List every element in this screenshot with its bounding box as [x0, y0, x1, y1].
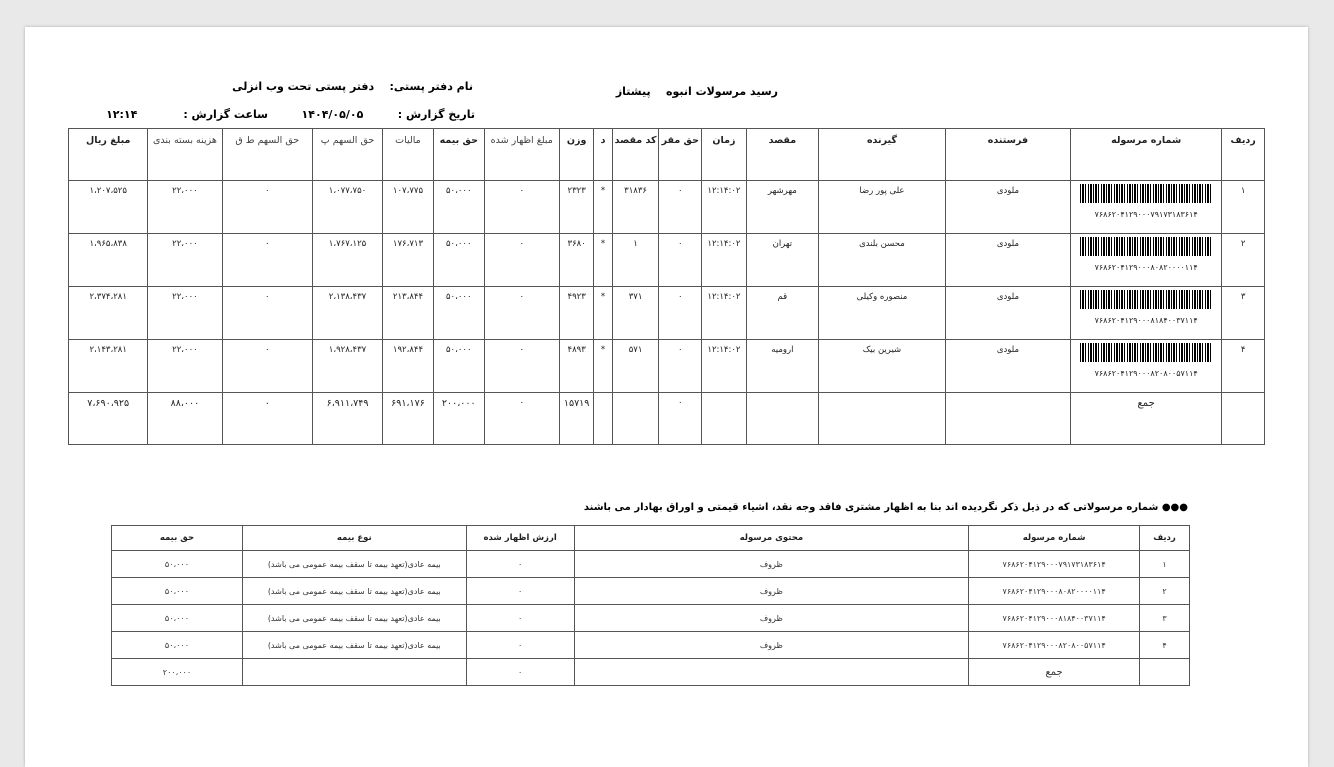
cell-weight: ۴۸۹۳	[559, 340, 594, 393]
ins-total-label: جمع	[969, 659, 1140, 686]
shipment-number: ۷۶۸۶۲۰۴۱۲۹۰۰۰۸۱۸۴۰۰۳۷۱۱۴	[1094, 316, 1198, 325]
cell-haq-maqar: ۰	[659, 234, 702, 287]
ins-cell-declared-value: ۰	[466, 551, 574, 578]
ins-cell-insurance-type: بیمه عادی(تعهد بیمه تا سقف بیمه عمومی می باشد)	[242, 551, 466, 578]
ins-cell-content: ظروف	[574, 632, 969, 659]
cell-receiver: علی پور رضا	[818, 181, 945, 234]
col-radif: ردیف	[1222, 129, 1265, 181]
table-header-row	[69, 129, 1265, 181]
table-row	[112, 605, 1190, 632]
cell-insurance-fee: ۵۰،۰۰۰	[433, 340, 484, 393]
table-row	[112, 551, 1190, 578]
cell-receiver: شیرین بیک	[818, 340, 945, 393]
cell-dest-code: ۵۷۱	[612, 340, 659, 393]
insurance-total-row	[112, 659, 1190, 686]
col-packaging: هزینه بسته بندی	[148, 129, 222, 181]
col-destination: مقصد	[746, 129, 818, 181]
col-tax: مالیات	[383, 129, 434, 181]
cell-declared-amount: ۰	[484, 340, 559, 393]
time-line	[106, 108, 268, 121]
cell-packaging: ۲۲،۰۰۰	[148, 287, 222, 340]
cell-declared-amount: ۰	[484, 181, 559, 234]
col-amount-rial: مبلغ ریال	[69, 129, 148, 181]
cell-empty	[945, 393, 1070, 445]
col-time: زمان	[702, 129, 747, 181]
cell-empty	[574, 659, 969, 686]
ins-col-radif: ردیف	[1140, 526, 1190, 551]
cell-insurance-fee: ۵۰،۰۰۰	[433, 181, 484, 234]
ins-cell-content: ظروف	[574, 578, 969, 605]
ins-cell-insurance-type: بیمه عادی(تعهد بیمه تا سقف بیمه عمومی می باشد)	[242, 632, 466, 659]
ins-total-insurance-fee: ۲۰۰،۰۰۰	[112, 659, 243, 686]
cell-sender: ملودی	[945, 340, 1070, 393]
date-value: ۱۴۰۴/۰۵/۰۵	[301, 108, 364, 121]
ins-cell-shipment-no: ۷۶۸۶۲۰۴۱۲۹۰۰۰۸۰۸۲۰۰۰۰۱۱۴	[969, 578, 1140, 605]
total-label: جمع	[1070, 393, 1221, 445]
ins-col-content: محتوی مرسوله	[574, 526, 969, 551]
cell-packaging: ۲۲،۰۰۰	[148, 234, 222, 287]
cell-amount-rial: ۲،۱۴۳،۲۸۱	[69, 340, 148, 393]
cell-shipment	[1070, 181, 1221, 234]
receipt-title: رسید مرسولات انبوه	[665, 85, 778, 98]
cell-sender: ملودی	[945, 234, 1070, 287]
cell-destination: ارومیه	[746, 340, 818, 393]
cell-haq-p: ۲،۱۳۸،۴۳۷	[312, 287, 382, 340]
cell-haq-tq: ۰	[222, 340, 312, 393]
valuables-note: ●●● شماره مرسولاتی که در ذیل ذکر نگردیده اند بنا به اظهار مشتری فاقد وجه نقد، اشیاء قیمتی و اوراق بهادار می باشند	[583, 502, 1188, 513]
table-row	[69, 287, 1265, 340]
cell-empty	[746, 393, 818, 445]
cell-receiver: محسن بلندی	[818, 234, 945, 287]
cell-time: ۱۲:۱۴:۰۲	[702, 234, 747, 287]
shipment-number: ۷۶۸۶۲۰۴۱۲۹۰۰۰۸۰۸۲۰۰۰۰۱۱۴	[1094, 263, 1198, 272]
ins-col-declared-value: ارزش اظهار شده	[466, 526, 574, 551]
col-receiver: گیرنده	[818, 129, 945, 181]
col-weight: وزن	[559, 129, 594, 181]
barcode-image	[1080, 290, 1212, 309]
cell-amount-rial: ۱،۲۰۷،۵۲۵	[69, 181, 148, 234]
cell-shipment	[1070, 340, 1221, 393]
cell-shipment	[1070, 234, 1221, 287]
col-d: د	[594, 129, 612, 181]
date-label: تاریخ گزارش :	[397, 108, 475, 121]
ins-cell-declared-value: ۰	[466, 632, 574, 659]
cell-empty	[702, 393, 747, 445]
ins-cell-radif: ۳	[1140, 605, 1190, 632]
cell-packaging: ۲۲،۰۰۰	[148, 181, 222, 234]
table-row	[69, 234, 1265, 287]
total-tax: ۶۹۱،۱۷۶	[383, 393, 434, 445]
barcode-image	[1080, 343, 1212, 362]
total-haq-p: ۶،۹۱۱،۷۴۹	[312, 393, 382, 445]
cell-destination: مهرشهر	[746, 181, 818, 234]
col-haq-maqar: حق مقر	[659, 129, 702, 181]
col-declared-amount: مبلغ اظهار شده	[484, 129, 559, 181]
cell-tax: ۱۰۷،۷۷۵	[383, 181, 434, 234]
cell-amount-rial: ۲،۳۷۴،۲۸۱	[69, 287, 148, 340]
total-haq-tq: ۰	[222, 393, 312, 445]
cell-dest-code: ۳۱۸۳۶	[612, 181, 659, 234]
cell-d: *	[594, 234, 612, 287]
ins-cell-insurance-fee: ۵۰،۰۰۰	[112, 605, 243, 632]
total-haq-maqar: ۰	[659, 393, 702, 445]
cell-weight: ۴۹۲۳	[559, 287, 594, 340]
cell-haq-p: ۱،۹۲۸،۴۳۷	[312, 340, 382, 393]
cell-empty	[242, 659, 466, 686]
ins-cell-shipment-no: ۷۶۸۶۲۰۴۱۲۹۰۰۰۷۹۱۷۳۱۸۳۶۱۴	[969, 551, 1140, 578]
cell-haq-tq: ۰	[222, 287, 312, 340]
time-label: ساعت گزارش :	[183, 108, 268, 121]
total-amount-rial: ۷،۶۹۰،۹۲۵	[69, 393, 148, 445]
table-total-row	[69, 393, 1265, 445]
time-value: ۱۲:۱۴	[106, 108, 138, 121]
cell-destination: قم	[746, 287, 818, 340]
col-haq-p: حق السهم پ	[312, 129, 382, 181]
barcode-image	[1080, 184, 1212, 203]
cell-haq-maqar: ۰	[659, 287, 702, 340]
table-row	[69, 340, 1265, 393]
cell-sender: ملودی	[945, 287, 1070, 340]
cell-d: *	[594, 340, 612, 393]
cell-radif: ۲	[1222, 234, 1265, 287]
shipment-number: ۷۶۸۶۲۰۴۱۲۹۰۰۰۷۹۱۷۳۱۸۳۶۱۴	[1094, 210, 1198, 219]
cell-haq-tq: ۰	[222, 234, 312, 287]
cell-time: ۱۲:۱۴:۰۲	[702, 287, 747, 340]
col-shipment-no: شماره مرسوله	[1070, 129, 1221, 181]
cell-amount-rial: ۱،۹۶۵،۸۳۸	[69, 234, 148, 287]
ins-col-shipment-no: شماره مرسوله	[969, 526, 1140, 551]
ins-cell-insurance-type: بیمه عادی(تعهد بیمه تا سقف بیمه عمومی می باشد)	[242, 605, 466, 632]
cell-weight: ۲۳۲۳	[559, 181, 594, 234]
cell-radif: ۱	[1222, 181, 1265, 234]
cell-insurance-fee: ۵۰،۰۰۰	[433, 287, 484, 340]
cell-radif: ۴	[1222, 340, 1265, 393]
col-insurance-fee: حق بیمه	[433, 129, 484, 181]
insurance-header-row	[112, 526, 1190, 551]
ins-cell-radif: ۱	[1140, 551, 1190, 578]
cell-haq-maqar: ۰	[659, 181, 702, 234]
ins-cell-shipment-no: ۷۶۸۶۲۰۴۱۲۹۰۰۰۸۱۸۴۰۰۳۷۱۱۴	[969, 605, 1140, 632]
ins-col-insurance-type: نوع بیمه	[242, 526, 466, 551]
cell-radif: ۳	[1222, 287, 1265, 340]
receipt-title-line	[616, 85, 778, 98]
cell-time: ۱۲:۱۴:۰۲	[702, 181, 747, 234]
cell-dest-code: ۱	[612, 234, 659, 287]
ins-cell-radif: ۴	[1140, 632, 1190, 659]
table-row	[69, 181, 1265, 234]
cell-empty	[818, 393, 945, 445]
cell-time: ۱۲:۱۴:۰۲	[702, 340, 747, 393]
cell-declared-amount: ۰	[484, 287, 559, 340]
total-packaging: ۸۸،۰۰۰	[148, 393, 222, 445]
cell-tax: ۲۱۳،۸۴۴	[383, 287, 434, 340]
cell-shipment	[1070, 287, 1221, 340]
cell-d: *	[594, 181, 612, 234]
table-row	[112, 578, 1190, 605]
shipment-number: ۷۶۸۶۲۰۴۱۲۹۰۰۰۸۲۰۸۰۰۵۷۱۱۴	[1094, 369, 1198, 378]
total-weight: ۱۵۷۱۹	[559, 393, 594, 445]
total-insurance-fee: ۲۰۰،۰۰۰	[433, 393, 484, 445]
cell-receiver: منصوره وکیلی	[818, 287, 945, 340]
office-line	[232, 80, 473, 93]
cell-haq-tq: ۰	[222, 181, 312, 234]
office-label: نام دفتر پستی:	[389, 80, 473, 93]
cell-empty	[594, 393, 612, 445]
cell-destination: تهران	[746, 234, 818, 287]
cell-dest-code: ۳۷۱	[612, 287, 659, 340]
ins-cell-declared-value: ۰	[466, 605, 574, 632]
col-dest-code: کد مقصد	[612, 129, 659, 181]
table-row	[112, 632, 1190, 659]
ins-cell-content: ظروف	[574, 605, 969, 632]
ins-cell-radif: ۲	[1140, 578, 1190, 605]
cell-haq-p: ۱،۷۶۷،۱۲۵	[312, 234, 382, 287]
cell-weight: ۳۶۸۰	[559, 234, 594, 287]
ins-cell-insurance-fee: ۵۰،۰۰۰	[112, 578, 243, 605]
cell-insurance-fee: ۵۰،۰۰۰	[433, 234, 484, 287]
total-declared-amount: ۰	[484, 393, 559, 445]
cell-sender: ملودی	[945, 181, 1070, 234]
ins-cell-declared-value: ۰	[466, 578, 574, 605]
ins-cell-content: ظروف	[574, 551, 969, 578]
cell-empty	[1140, 659, 1190, 686]
cell-d: *	[594, 287, 612, 340]
cell-tax: ۱۷۶،۷۱۳	[383, 234, 434, 287]
cell-haq-maqar: ۰	[659, 340, 702, 393]
report-page	[25, 27, 1308, 767]
insurance-table	[111, 525, 1190, 686]
ins-col-insurance-fee: حق بیمه	[112, 526, 243, 551]
barcode-image	[1080, 237, 1212, 256]
col-sender: فرستنده	[945, 129, 1070, 181]
cell-haq-p: ۱،۰۷۷،۷۵۰	[312, 181, 382, 234]
cell-packaging: ۲۲،۰۰۰	[148, 340, 222, 393]
ins-cell-insurance-type: بیمه عادی(تعهد بیمه تا سقف بیمه عمومی می باشد)	[242, 578, 466, 605]
date-line	[302, 108, 475, 121]
ins-total-declared-value: ۰	[466, 659, 574, 686]
cell-empty	[1222, 393, 1265, 445]
cell-empty	[612, 393, 659, 445]
col-haq-tq: حق السهم ط ق	[222, 129, 312, 181]
shipments-table	[68, 128, 1265, 445]
service-type: پیشتاز	[615, 85, 651, 98]
ins-cell-insurance-fee: ۵۰،۰۰۰	[112, 632, 243, 659]
ins-cell-insurance-fee: ۵۰،۰۰۰	[112, 551, 243, 578]
cell-declared-amount: ۰	[484, 234, 559, 287]
ins-cell-shipment-no: ۷۶۸۶۲۰۴۱۲۹۰۰۰۸۲۰۸۰۰۵۷۱۱۴	[969, 632, 1140, 659]
cell-tax: ۱۹۲،۸۴۴	[383, 340, 434, 393]
office-value: دفتر پستی تحت وب انزلی	[232, 80, 375, 93]
